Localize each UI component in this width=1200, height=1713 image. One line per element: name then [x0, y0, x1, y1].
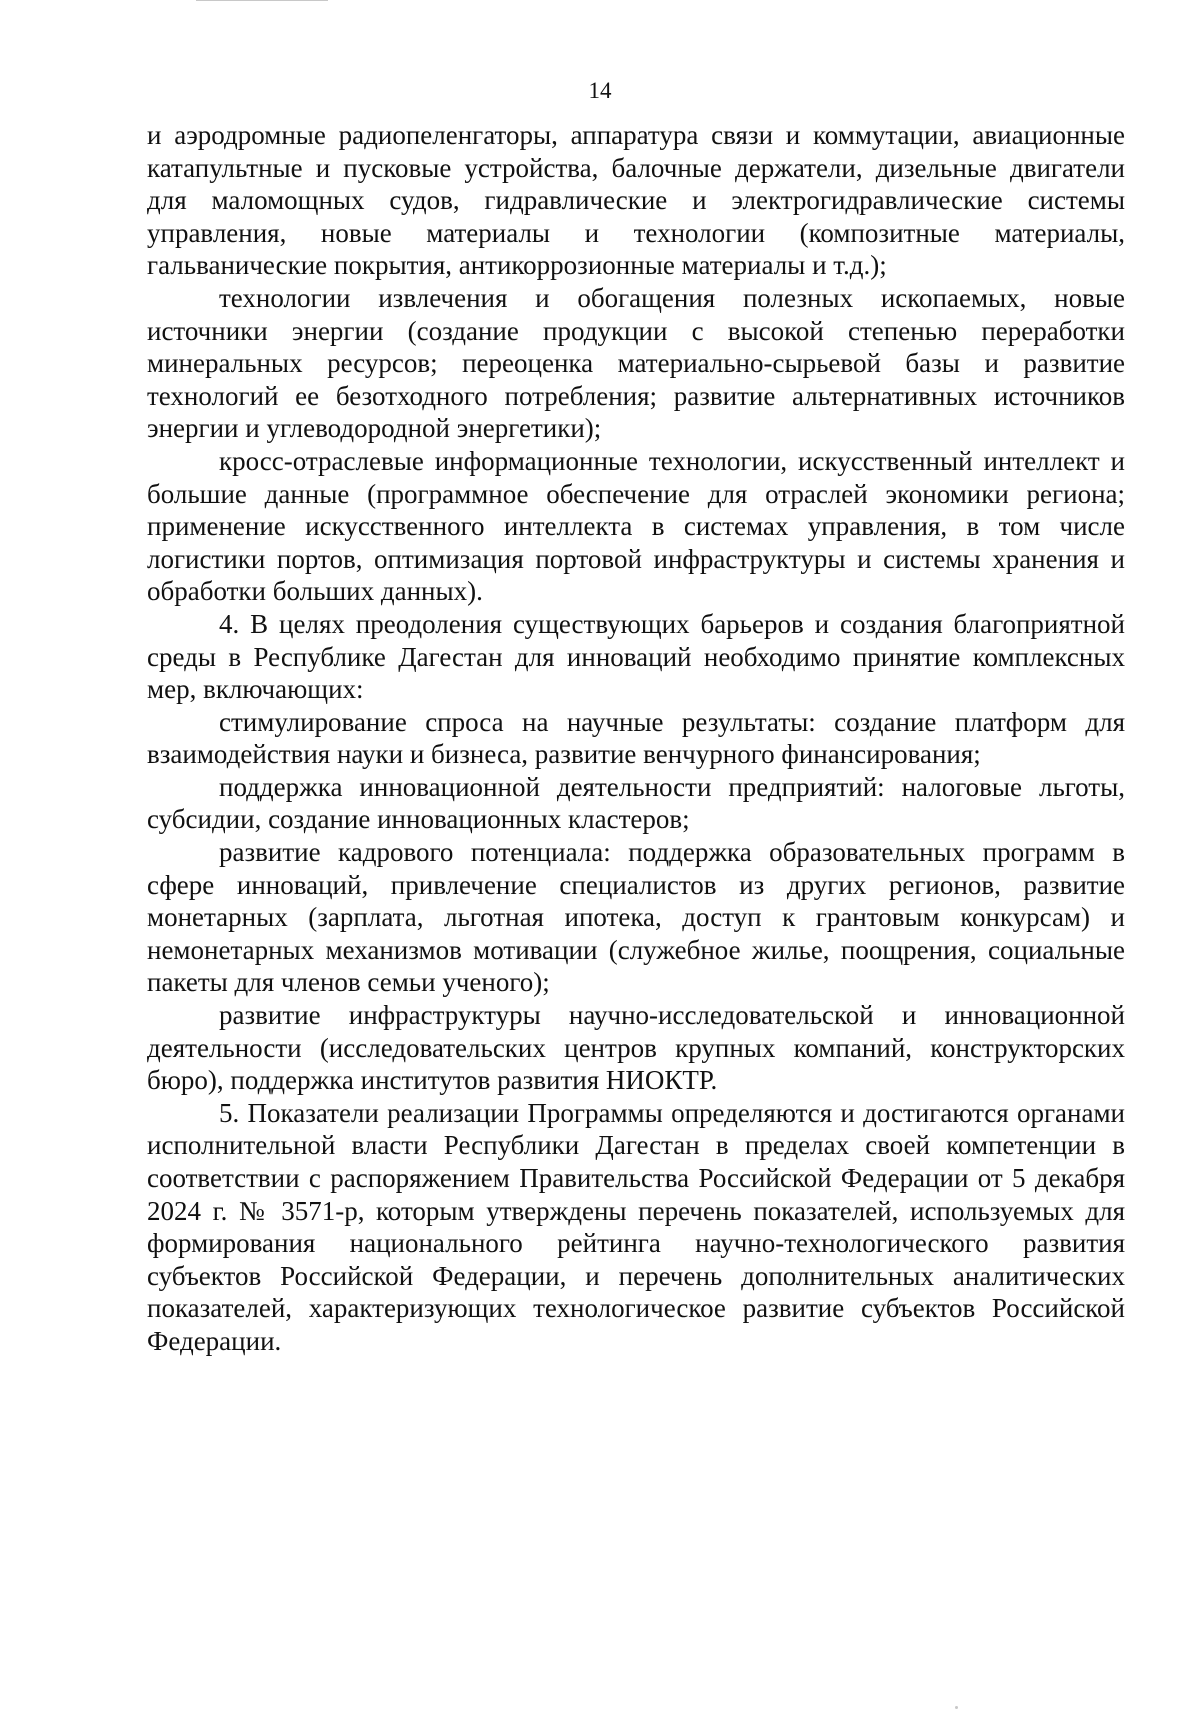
page-number: 14 — [588, 78, 612, 103]
paragraph-demand-stimulation: стимулирование спроса на научные результаты: создание платформ для взаимодействия науки и бизнеса, развитие венчурного финансирования; — [147, 706, 1125, 770]
document-body — [147, 119, 1125, 1358]
paragraph-innovation-support: поддержка инновационной деятельности предприятий: налоговые льготы, субсидии, создание инновационных кластеров; — [147, 771, 1125, 835]
paragraph-item-5: 5. Показатели реализации Программы определяются и достигаются органами исполнительной власти Республики Дагестан в пределах своей компетенции в соответствии с распоряжением Правительства Российской Федерации от 5 декабря 2024 г. № 3571-р, которым утверждены перечень показателей, используемых для формирования национального рейтинга научно-технологического развития субъектов Российской Федерации, и перечень дополнительных аналитических показателей, характеризующих технологическое развитие субъектов Российской Федерации. — [147, 1097, 1125, 1356]
paragraph-infrastructure-development: развитие инфраструктуры научно-исследовательской и инновационной деятельности (исследовательских центров крупных компаний, конструкторских бюро), поддержка институтов развития НИОКТР. — [147, 1000, 1125, 1096]
paragraph-mining-energy-technologies: технологии извлечения и обогащения полезных ископаемых, новые источники энергии (создание продукции с высокой степенью переработки минеральных ресурсов; переоценка материально-сырьевой базы и развитие технологий ее безотходного потребления; развитие альтернативных источников энергии и углеводородной энергетики); — [147, 282, 1125, 444]
paragraph-it-ai-big-data: кросс-отраслевые информационные технологии, искусственный интеллект и большие данные (программное обеспечение для отраслей экономики региона; применение искусственного интеллекта в системах управления, в том числе логистики портов, оптимизация портовой инфраструктуры и системы хранения и обработки больших данных). — [147, 445, 1125, 607]
paragraph-personnel-development: развитие кадрового потенциала: поддержка образовательных программ в сфере инноваций, привлечение специалистов из других регионов, развитие монетарных (зарплата, льготная ипотека, доступ к грантовым конкурсам) и немонетарных механизмов мотивации (служебное жилье, поощрения, социальные пакеты для членов семьи ученого); — [147, 837, 1125, 998]
paragraph-continuation: и аэродромные радиопеленгаторы, аппаратура связи и коммутации, авиационные катапультные и пусковые устройства, балочные держатели, дизельные двигатели для маломощных судов, гидравлические и электрогидравлические системы управления, новые материалы и технологии (композитные материалы, гальванические покрытия, антикоррозионные материалы и т.д.); — [147, 120, 1125, 281]
paragraph-item-4: 4. В целях преодоления существующих барьеров и создания благоприятной среды в Республике Дагестан для инноваций необходимо принятие комплексных мер, включающих: — [147, 608, 1125, 705]
scan-edge-mark-bottom — [955, 1706, 958, 1709]
scan-edge-mark-top — [196, 0, 328, 1]
